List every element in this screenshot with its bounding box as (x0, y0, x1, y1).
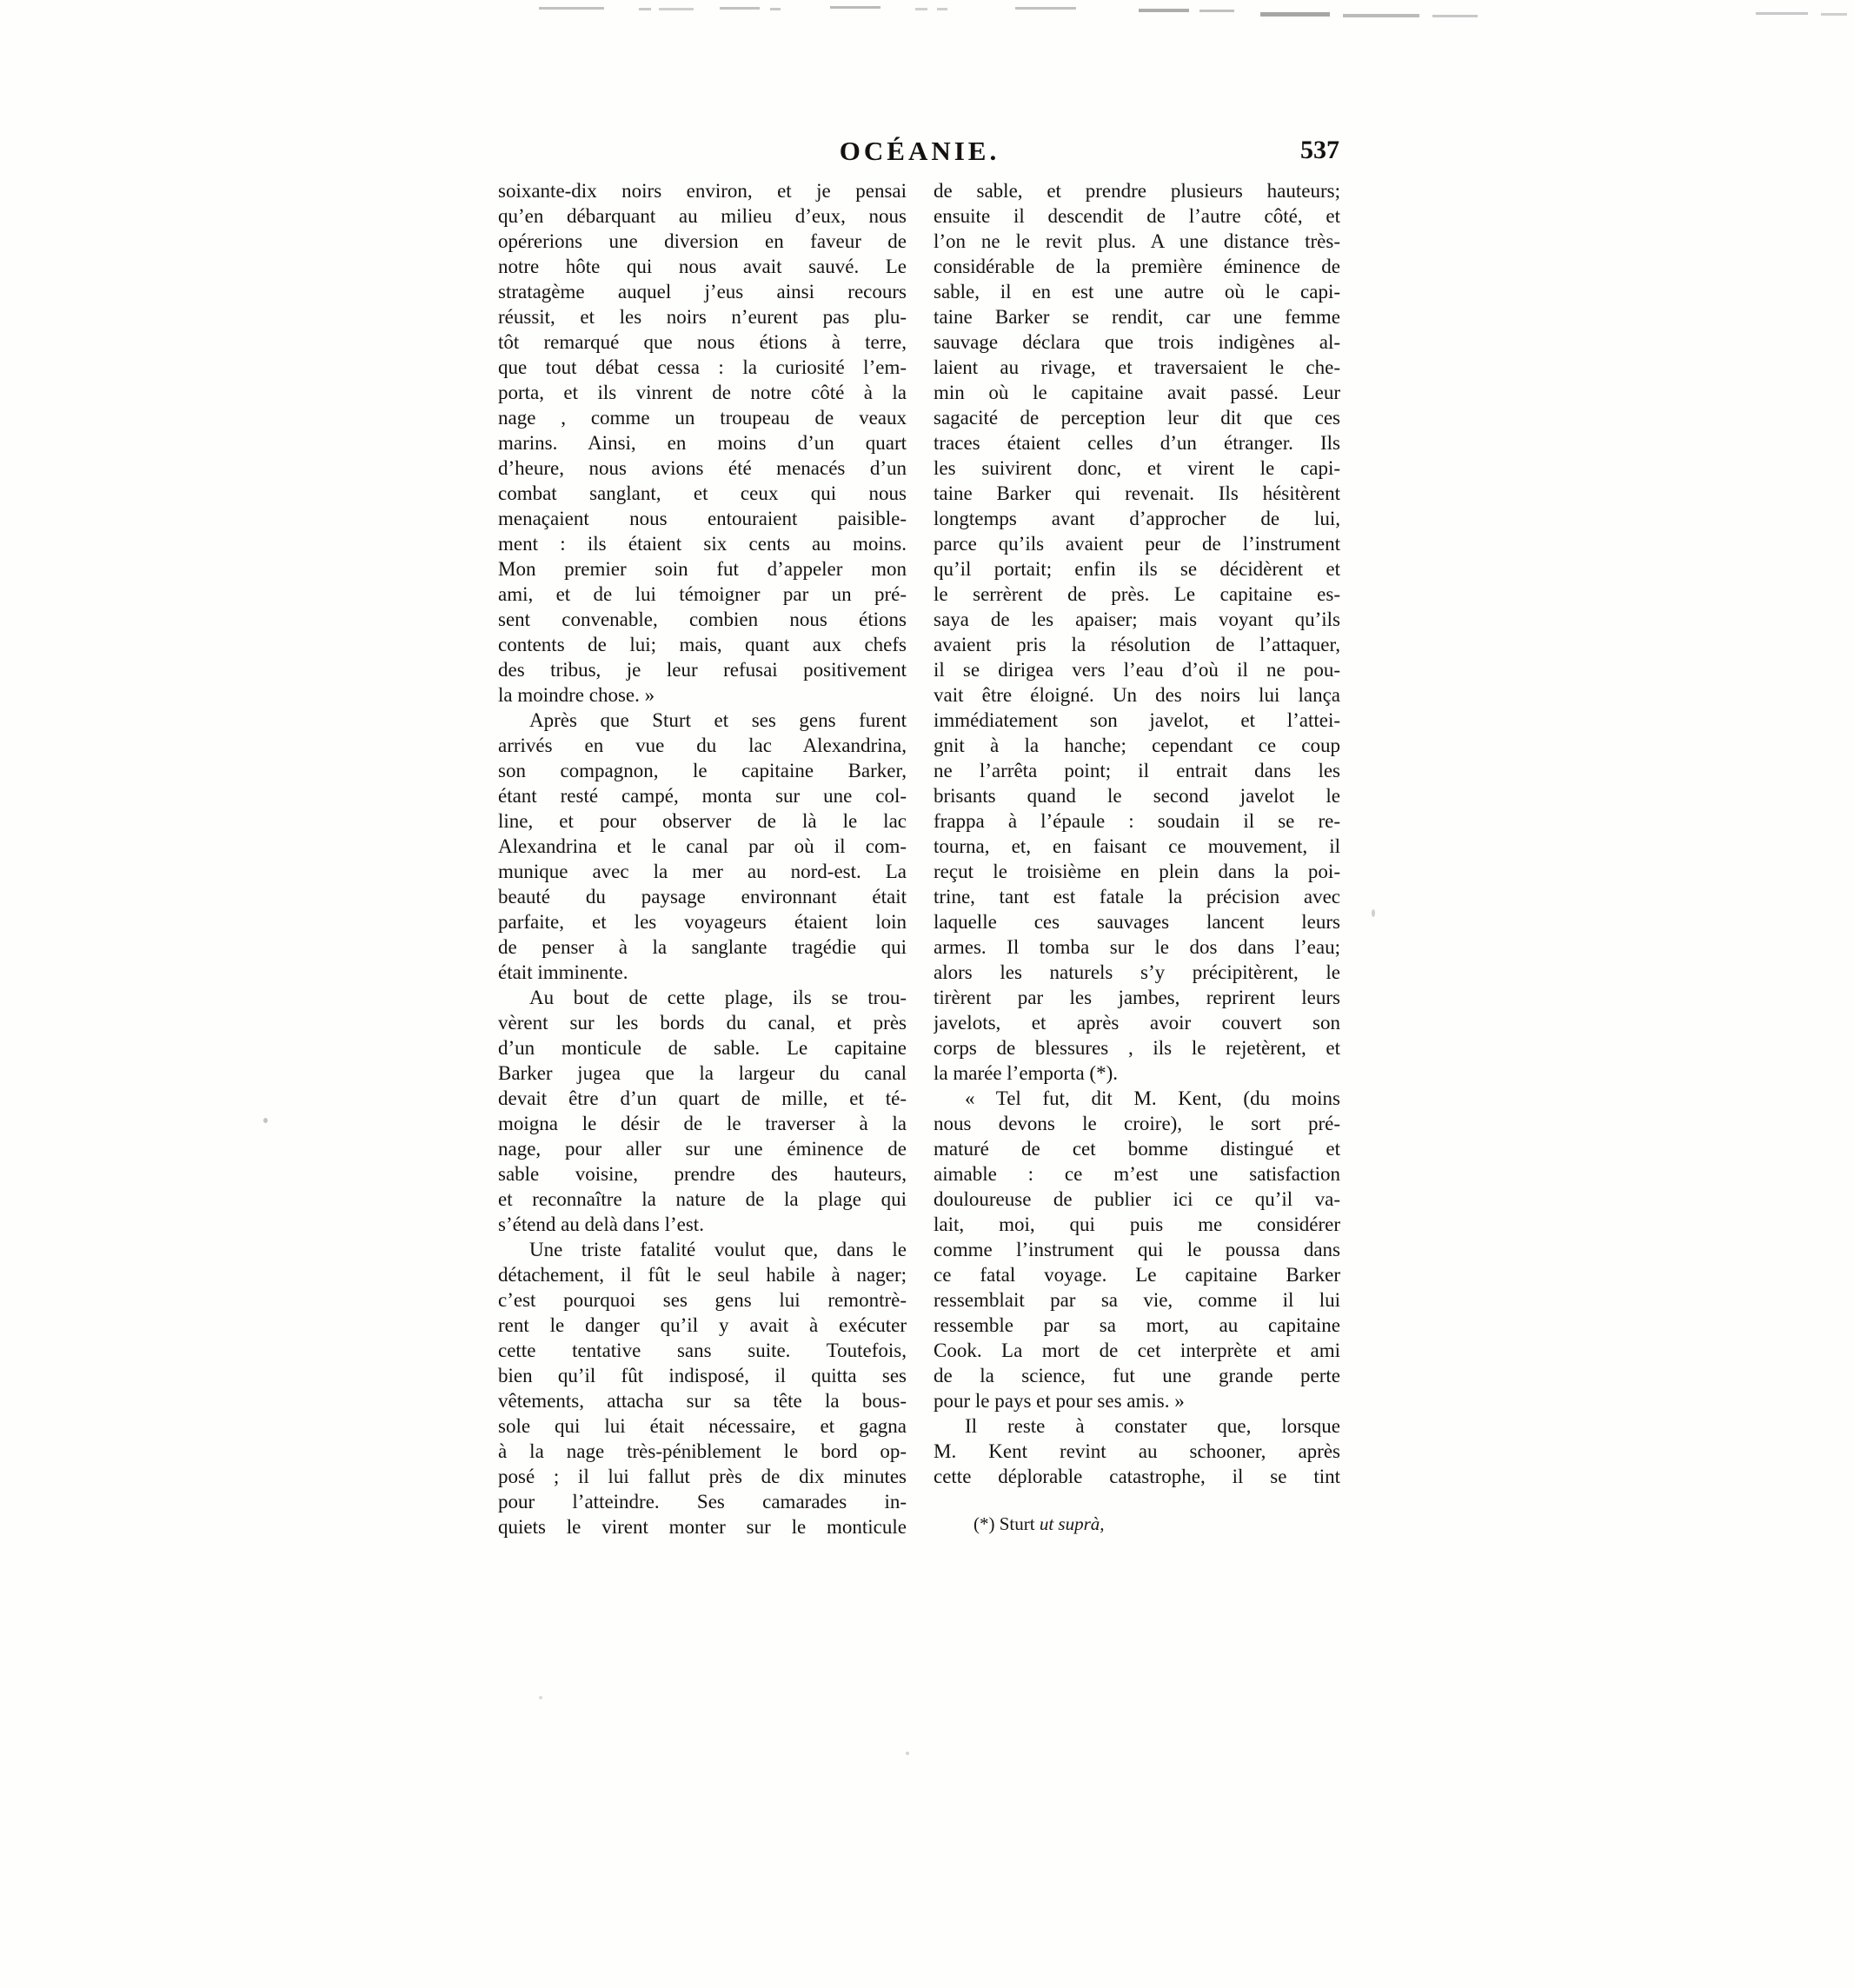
scan-dash-artifact (1139, 9, 1189, 12)
text-line: devait être d’un quart de mille, et té- (498, 1087, 907, 1109)
text-line: et reconnaître la nature de la plage qui (498, 1188, 907, 1210)
footnote (934, 1513, 1380, 1536)
text-line: tôt remarqué que nous étions à terre, (498, 331, 907, 353)
scan-dash-artifact (659, 8, 694, 10)
text-line: cette tentative sans suite. Toutefois, (498, 1340, 907, 1361)
text-line: beauté du paysage environnant était (498, 886, 907, 908)
text-line: corps de blessures , ils le rejetèrent, et (934, 1037, 1340, 1059)
text-line: armes. Il tomba sur le dos dans l’eau; (934, 936, 1340, 958)
footnote-work-title: ut suprà, (1039, 1513, 1105, 1534)
text-line: javelots, et après avoir couvert son (934, 1012, 1340, 1034)
scan-dash-artifact (539, 7, 604, 10)
text-line: menaçaient nous entouraient paisible- (498, 508, 907, 529)
text-line: nous devons le croire), le sort pré- (934, 1113, 1340, 1134)
page-header (498, 136, 1341, 176)
scan-dash-artifact (720, 7, 760, 10)
scan-dash-artifact (915, 8, 927, 10)
text-line: immédiatement son javelot, et l’attei- (934, 709, 1340, 731)
text-line: tourna, et, en faisant ce mouvement, il (934, 835, 1340, 857)
text-line: stratagème auquel j’eus ainsi recours (498, 281, 907, 303)
text-line: brisants quand le second javelot le (934, 785, 1340, 807)
scan-dash-artifact (770, 8, 781, 10)
text-line: parfaite, et les voyageurs étaient loin (498, 911, 907, 933)
text-line: longtemps avant d’approcher de lui, (934, 508, 1340, 529)
footnote-author: Sturt (999, 1513, 1040, 1534)
text-line: les suivirent donc, et virent le capi- (934, 457, 1340, 479)
text-line: ami, et de lui témoigner par un pré- (498, 583, 907, 605)
text-line: c’est pourquoi ses gens lui remontrè- (498, 1289, 907, 1311)
text-line: posé ; il lui fallut près de dix minutes (498, 1466, 907, 1487)
text-line: Après que Sturt et ses gens furent (529, 709, 907, 731)
text-line: ment : ils étaient six cents au moins. (498, 533, 907, 555)
scan-speck-artifact (1372, 909, 1375, 917)
text-line: vèrent sur les bords du canal, et près (498, 1012, 907, 1034)
text-line: était imminente. (498, 961, 628, 983)
scan-dash-artifact (1015, 7, 1076, 10)
scan-dash-artifact (1343, 14, 1419, 17)
text-line: pour le pays et pour ses amis. » (934, 1390, 1185, 1412)
scan-dash-artifact (639, 8, 651, 10)
text-line: nage , comme un troupeau de veaux (498, 407, 907, 429)
text-line: saya de les apaiser; mais voyant qu’ils (934, 608, 1340, 630)
text-line: quiets le virent monter sur le monticule (498, 1516, 907, 1538)
text-line: ensuite il descendit de l’autre côté, et (934, 205, 1340, 227)
text-line: munique avec la mer au nord-est. La (498, 861, 907, 882)
text-line: la moindre chose. » (498, 684, 655, 706)
text-line: arrivés en vue du lac Alexandrina, (498, 735, 907, 756)
text-line: sent convenable, combien nous étions (498, 608, 907, 630)
text-line: s’étend au delà dans l’est. (498, 1213, 704, 1235)
scan-dash-artifact (937, 8, 947, 10)
text-line: douloureuse de publier ici ce qu’il va- (934, 1188, 1340, 1210)
text-line: ressemble par sa mort, au capitaine (934, 1314, 1340, 1336)
text-line: laquelle ces sauvages lancent leurs (934, 911, 1340, 933)
text-line: cette déplorable catastrophe, il se tint (934, 1466, 1340, 1487)
text-line: qu’il portait; enfin ils se décidèrent et (934, 558, 1340, 580)
text-line: son compagnon, le capitaine Barker, (498, 760, 907, 781)
text-line: contents de lui; mais, quant aux chefs (498, 634, 907, 655)
text-line: traces étaient celles d’un étranger. Ils (934, 432, 1340, 454)
text-line: notre hôte qui nous avait sauvé. Le (498, 256, 907, 277)
text-line: M. Kent revint au schooner, après (934, 1440, 1340, 1462)
text-line: de la science, fut une grande perte (934, 1365, 1340, 1386)
text-line: frappa à l’épaule : soudain il se re- (934, 810, 1340, 832)
text-line: vêtements, attacha sur sa tête la bous- (498, 1390, 907, 1412)
text-line: Il reste à constater que, lorsque (965, 1415, 1340, 1437)
text-line: combat sanglant, et ceux qui nous (498, 482, 907, 504)
text-line: maturé de cet bomme distingué et (934, 1138, 1340, 1160)
scan-dash-artifact (1821, 13, 1847, 16)
text-line: Barker jugea que la largeur du canal (498, 1062, 907, 1084)
text-line: parce qu’ils avaient peur de l’instrument (934, 533, 1340, 555)
text-line: considérable de la première éminence de (934, 256, 1340, 277)
text-line: taine Barker se rendit, car une femme (934, 306, 1340, 328)
text-line: ce fatal voyage. Le capitaine Barker (934, 1264, 1340, 1286)
text-line: la marée l’emporta (*). (934, 1062, 1118, 1084)
text-column-right (934, 178, 1340, 1489)
text-line: sauvage déclara que trois indigènes al- (934, 331, 1340, 353)
text-line: ne l’arrêta point; il entrait dans les (934, 760, 1340, 781)
text-line: il se dirigea vers l’eau d’où il ne pou- (934, 659, 1340, 681)
text-line: de sable, et prendre plusieurs hauteurs; (934, 180, 1340, 202)
text-line: des tribus, je leur refusai positivement (498, 659, 907, 681)
text-line: sable voisine, prendre des hauteurs, (498, 1163, 907, 1185)
text-line: min où le capitaine avait passé. Leur (934, 382, 1340, 403)
scan-dash-artifact (1756, 12, 1808, 15)
text-line: sole qui lui était nécessaire, et gagna (498, 1415, 907, 1437)
text-line: rent le danger qu’il y avait à exécuter (498, 1314, 907, 1336)
text-line: vait être éloigné. Un des noirs lui lança (934, 684, 1340, 706)
text-line: Cook. La mort de cet interprète et ami (934, 1340, 1340, 1361)
text-line: soixante-dix noirs environ, et je pensai (498, 180, 907, 202)
text-line: d’un monticule de sable. Le capitaine (498, 1037, 907, 1059)
text-line: aimable : ce m’est une satisfaction (934, 1163, 1340, 1185)
scan-dash-artifact (1260, 12, 1330, 17)
text-line: trine, tant est fatale la précision avec (934, 886, 1340, 908)
text-line: avaient pris la résolution de l’attaquer, (934, 634, 1340, 655)
text-line: taine Barker qui revenait. Ils hésitèrent (934, 482, 1340, 504)
text-line: sagacité de perception leur dit que ces (934, 407, 1340, 429)
text-line: Mon premier soin fut d’appeler mon (498, 558, 907, 580)
text-line: « Tel fut, dit M. Kent, (du moins (965, 1087, 1340, 1109)
text-column-left (498, 178, 907, 1539)
text-line: tirèrent par les jambes, reprirent leurs (934, 987, 1340, 1008)
text-line: porta, et ils vinrent de notre côté à la (498, 382, 907, 403)
text-line: moigna le désir de le traverser à la (498, 1113, 907, 1134)
text-line: Alexandrina et le canal par où il com- (498, 835, 907, 857)
text-line: Au bout de cette plage, ils se trou- (529, 987, 907, 1008)
text-line: réussit, et les noirs n’eurent pas plu- (498, 306, 907, 328)
text-line: le serrèrent de près. Le capitaine es- (934, 583, 1340, 605)
text-line: ressemblait par sa vie, comme il lui (934, 1289, 1340, 1311)
scan-speck-artifact (539, 1696, 542, 1699)
footnote-marker: (*) (974, 1513, 1000, 1534)
text-line: qu’en débarquant au milieu d’eux, nous (498, 205, 907, 227)
scan-dash-artifact (1199, 10, 1234, 12)
scan-speck-artifact (263, 1118, 268, 1123)
text-line: que tout débat cessa : la curiosité l’em- (498, 356, 907, 378)
text-line: nage, pour aller sur une éminence de (498, 1138, 907, 1160)
text-line: pour l’atteindre. Ses camarades in- (498, 1491, 907, 1513)
scan-dash-artifact (1432, 15, 1478, 17)
text-line: reçut le troisième en plein dans la poi- (934, 861, 1340, 882)
text-line: comme l’instrument qui le poussa dans (934, 1239, 1340, 1260)
text-line: de penser à la sanglante tragédie qui (498, 936, 907, 958)
text-line: alors les naturels s’y précipitèrent, le (934, 961, 1340, 983)
text-line: opérerions une diversion en faveur de (498, 230, 907, 252)
text-line: à la nage très-péniblement le bord op- (498, 1440, 907, 1462)
text-line: l’on ne le revit plus. A une distance très- (934, 230, 1340, 252)
page-title: OCÉANIE. (839, 136, 1000, 166)
text-line: détachement, il fût le seul habile à nager; (498, 1264, 907, 1286)
text-line: marins. Ainsi, en moins d’un quart (498, 432, 907, 454)
scan-dash-artifact (830, 6, 880, 9)
text-line: lait, moi, qui puis me considérer (934, 1213, 1340, 1235)
text-line: line, et pour observer de là le lac (498, 810, 907, 832)
text-line: d’heure, nous avions été menacés d’un (498, 457, 907, 479)
text-line: gnit à la hanche; cependant ce coup (934, 735, 1340, 756)
text-line: étant resté campé, monta sur une col- (498, 785, 907, 807)
text-line: Une triste fatalité voulut que, dans le (529, 1239, 907, 1260)
scan-speck-artifact (906, 1752, 909, 1755)
page-number: 537 (1300, 136, 1339, 164)
text-line: bien qu’il fût indisposé, il quitta ses (498, 1365, 907, 1386)
text-line: sable, il en est une autre où le capi- (934, 281, 1340, 303)
text-line: laient au rivage, et traversaient le che- (934, 356, 1340, 378)
